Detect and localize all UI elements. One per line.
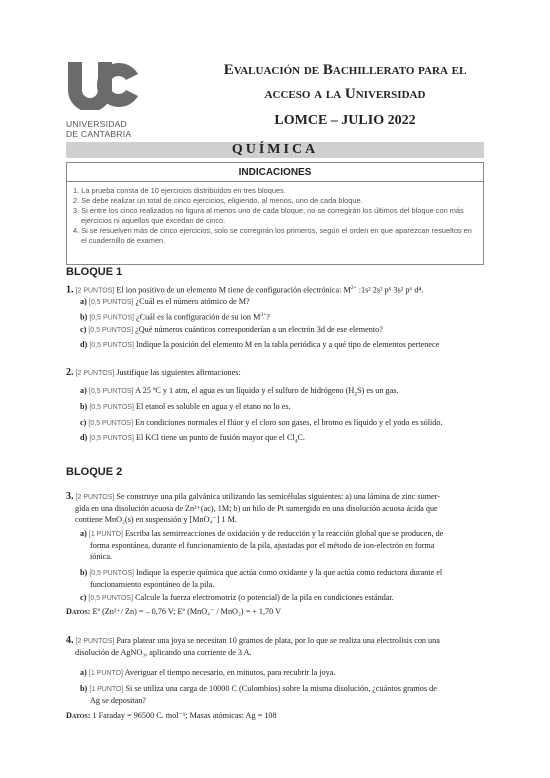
logo-line1: UNIVERSIDAD — [66, 119, 127, 129]
item-text: Averiguar el tiempo necesario, en minutos, para recubrir la joya. — [124, 668, 336, 677]
exam-title-line1: Evaluación de Bachillerato para el — [223, 62, 467, 78]
question-text: gida en una disolución acuosa de Zn²⁺(ac), 1M; b) un hilo de Pt sumergido en una disolución acuosa ácida que — [75, 504, 438, 513]
data-text: Eº (Zn²⁺/ Zn) = – 0,76 V; Eº (MnO₄⁻ / MnO₂) = + 1,70 V — [92, 607, 282, 616]
item-text: funcionamiento espontáneo de la pila. — [90, 580, 215, 589]
subject-title: QUÍMICA — [66, 142, 484, 158]
item-points: [1 PUNTO] — [88, 670, 123, 677]
item-letter: a) — [80, 386, 87, 395]
item-text: ¿Cuál es el número atómico de M? — [135, 297, 250, 306]
item-text: Ag se depositan? — [90, 696, 146, 705]
question-text: disolución de AgNO₃, aplicando una corriente de 3 A. — [75, 648, 252, 657]
item-letter: b) — [80, 684, 88, 693]
question-1d — [80, 339, 484, 351]
item-text: El etanol es soluble en agua y el etano no lo es. — [135, 402, 291, 411]
uc-logo-icon — [66, 60, 140, 110]
item-text: Escriba las semirreacciones de oxidación y de reducción y la reacción global que se producen, de — [125, 529, 444, 538]
question-number: 4. — [66, 635, 74, 646]
item-points: [0,5 PUNTOS] — [89, 435, 134, 442]
item-points: [0,5 PUNTOS] — [88, 327, 134, 334]
question-2b — [80, 401, 484, 413]
question-4 — [66, 635, 484, 658]
question-3 — [66, 491, 484, 525]
electron-config: :1s² 2s² p⁶ 3s² p⁶ d⁴. — [358, 285, 424, 295]
question-text: contiene MnO₂(s) en suspensión y [MnO₄⁻] 1 M. — [75, 515, 237, 524]
question-3a — [80, 528, 484, 562]
question-2d — [80, 432, 484, 448]
question-text: Se construye una pila galvánica utilizando las semicélulas siguientes: a) una lámina de zinc sumer- — [116, 492, 440, 501]
question-number: 2. — [66, 367, 74, 378]
subscript: 4 — [294, 438, 298, 445]
question-1 — [66, 283, 484, 297]
question-text: Para platear una joya se necesitan 10 gramos de plata, por lo que se realiza una electrolisis con una — [116, 636, 440, 645]
question-1a — [80, 296, 484, 308]
question-4-data — [66, 710, 277, 720]
item-points: [0,5 PUNTOS] — [88, 299, 134, 306]
question-4b — [80, 683, 484, 706]
item-points: [0,5 PUNTOS] — [89, 404, 134, 411]
item-letter: c) — [80, 325, 87, 334]
item-letter: d) — [80, 433, 88, 442]
question-points: [2 PUNTOS] — [75, 287, 115, 295]
item-letter: a) — [80, 668, 87, 677]
item-letter: b) — [80, 568, 88, 577]
item-text: ¿Cuál es la configuración de su ion M — [135, 312, 261, 322]
university-logo — [66, 60, 146, 139]
item-text: En condiciones normales el flúor y el cloro son gases, el bromo es líquido y el yodo es sólido. — [135, 418, 443, 427]
ion-charge: 2+ — [350, 285, 357, 291]
question-number: 1. — [66, 284, 74, 296]
item-text-end: C. — [297, 433, 305, 442]
item-text: iónica. — [90, 552, 113, 561]
item-letter: c) — [80, 593, 87, 602]
item-letter: a) — [80, 529, 87, 538]
instruction-item: 3. Si entre los cinco realizados no figura al menos uno de cada bloque, no se corregirán los últimos del bloque con más ejercicios ni aquellos que excedan de cinco. — [73, 206, 464, 225]
question-4a — [80, 667, 484, 679]
item-points: [1 PUNTO] — [88, 531, 123, 538]
ion-charge: 3+ — [260, 312, 267, 318]
instruction-item: 4. Si se resuelven más de cinco ejercicios, solo se corregirán los primeros, según el orden en que aparezcan resueltos en el cuadernillo de examen. — [73, 226, 472, 245]
question-2a — [80, 385, 484, 401]
item-letter: c) — [80, 418, 87, 427]
exam-session: LOMCE – JULIO 2022 — [274, 113, 416, 128]
item-text: Calcule la fuerza electromotriz (o potencial) de la pila en condiciones estándar. — [135, 593, 394, 602]
question-points: [2 PUNTOS] — [75, 370, 115, 377]
data-label: Datos: — [66, 607, 91, 616]
question-1b — [80, 310, 484, 324]
question-3b — [80, 567, 484, 590]
block-2-title: BLOQUE 2 — [66, 466, 123, 478]
subscript: 2 — [354, 391, 358, 398]
item-text-end: S) es un gas. — [357, 386, 399, 395]
question-points: [2 PUNTOS] — [75, 638, 115, 645]
logo-line2: DE CANTABRIA — [66, 129, 132, 139]
data-text: 1 Faraday = 96500 C. mol⁻¹; Masas atómicas: Ag = 108 — [92, 711, 277, 720]
item-letter: a) — [80, 297, 87, 306]
divider — [67, 181, 483, 182]
instructions-box — [66, 162, 484, 265]
exam-title-line2: acceso a la Universidad — [264, 86, 426, 102]
instructions-heading: INDICACIONES — [238, 167, 312, 178]
item-points: [0,5 PUNTOS] — [88, 420, 134, 427]
question-text: El ion positivo de un elemento M tiene de configuración electrónica: M — [116, 285, 351, 295]
item-text: ¿Qué números cuánticos corresponderían a un electrón 3d de ese elemento? — [135, 325, 383, 334]
item-points: [0,5 PUNTOS] — [89, 342, 134, 349]
item-text-end: ? — [266, 312, 270, 322]
question-3c — [80, 592, 484, 604]
data-label: Datos: — [66, 711, 91, 720]
item-text: Indique la posición del elemento M en la tabla periódica y a qué tipo de elementos pertenece — [135, 340, 440, 349]
item-letter: d) — [80, 340, 88, 349]
question-1c — [80, 324, 484, 336]
item-points: [0,5 PUNTOS] — [89, 314, 134, 322]
item-points: [0,5 PUNTOS] — [89, 570, 134, 577]
instruction-item: 2. Se debe realizar un total de cinco ejercicios, eligiendo, al menos, uno de cada bloque. — [73, 196, 363, 205]
question-number: 3. — [66, 491, 74, 502]
item-text: El KCl tiene un punto de fusión mayor que el Cl — [135, 433, 295, 442]
exam-title — [200, 58, 490, 106]
item-letter: b) — [80, 402, 88, 411]
question-text: Justifique las siguientes afirmaciones: — [116, 368, 241, 377]
item-text: Indique la especie química que actúa como oxidante y la que actúa como reductora durante el — [135, 568, 443, 577]
item-text: forma espontánea, durante el funcionamiento de la pila, ajustadas por el método de ion-electrón en forma — [90, 541, 435, 550]
item-text: Si se utiliza una carga de 10000 C (Culombios) sobre la misma disolución, ¿cuántos gramos de — [125, 684, 437, 693]
question-2 — [66, 367, 484, 379]
item-text: A 25 ºC y 1 atm, el agua es un líquido y el sulfuro de hidrógeno (H — [135, 386, 355, 395]
question-2c — [80, 417, 484, 429]
item-letter: b) — [80, 312, 88, 322]
item-points: [1 PUNTO] — [89, 686, 124, 693]
instruction-item: 1. La prueba consta de 10 ejercicios distribuidos en tres bloques. — [73, 186, 286, 195]
item-points: [0,5 PUNTOS] — [88, 388, 134, 395]
question-points: [2 PUNTOS] — [75, 494, 115, 501]
question-3-data — [66, 606, 281, 616]
item-points: [0,5 PUNTOS] — [88, 595, 134, 602]
block-1-title: BLOQUE 1 — [66, 266, 123, 278]
